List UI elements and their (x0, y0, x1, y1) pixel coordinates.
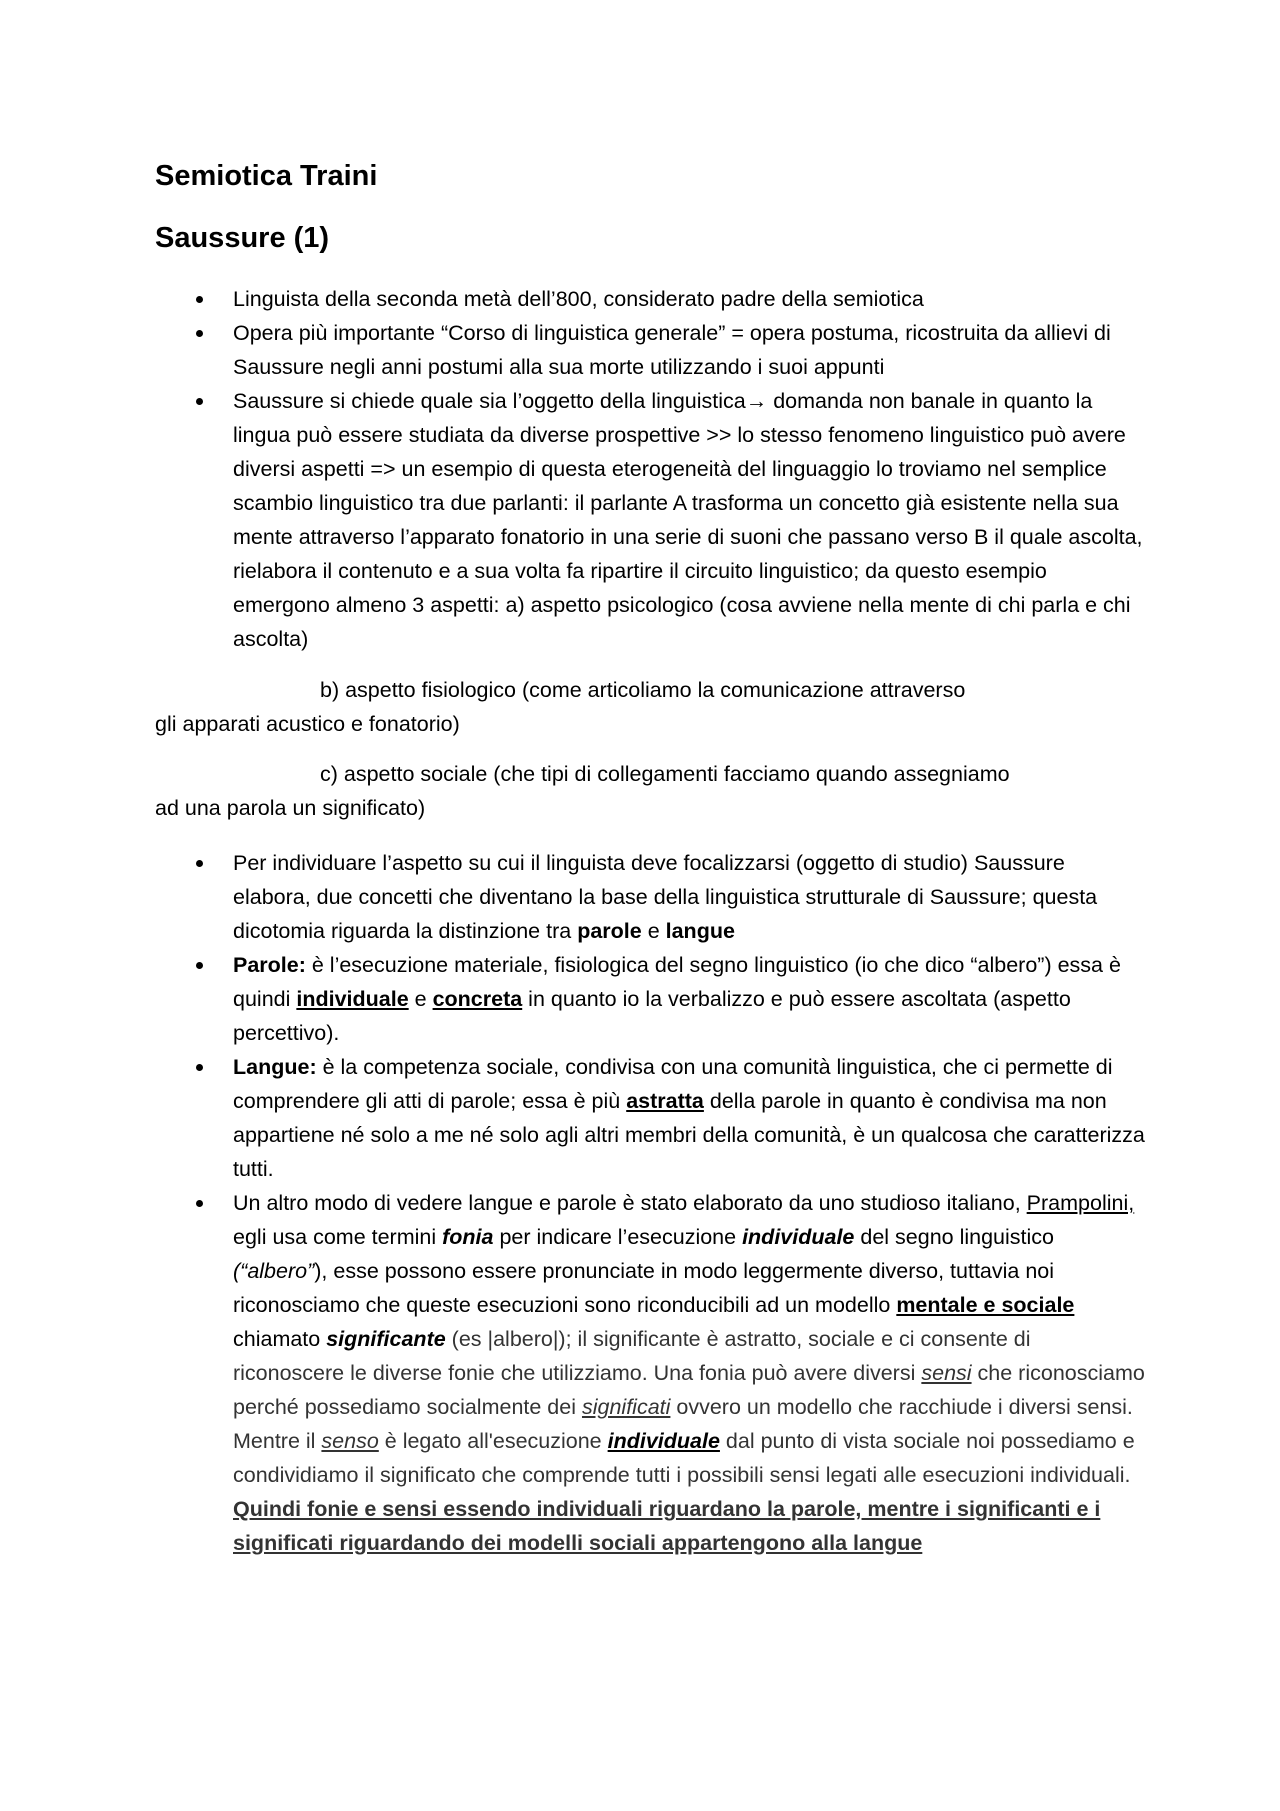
keyword-astratta: astratta (626, 1089, 704, 1113)
list-item-text: della parole in quanto è condivisa ma non appartiene né solo a me né solo agli altri membri della comunità, è un qualcosa che caratterizza tutti. (233, 1089, 1145, 1181)
term-senso: senso (321, 1429, 379, 1453)
list-item (155, 384, 1145, 656)
bullet-list-concepts (155, 846, 1145, 1560)
list-item-text: Saussure si chiede quale sia l’oggetto della linguistica→ domanda non banale in quanto la lingua può essere studiata da diverse prospettive >> lo stesso fenomeno linguistico può avere diversi aspetti => un esempio di questa eterogeneità del linguaggio lo troviamo nel semplice scambio linguistico tra due parlanti: il parlante A trasforma un concetto già esistente nella sua mente attraverso l’apparato fonatorio in una serie di suoni che passano verso B il quale ascolta, rielabora il contenuto e a sua volta fa ripartire il circuito linguistico; da questo esempio emergono almeno 3 aspetti: a) aspetto psicologico (cosa avviene nella mente di chi parla e chi ascolta) (233, 389, 1143, 651)
list-item (155, 1050, 1145, 1186)
bullet-icon (196, 962, 203, 969)
bullet-icon (196, 398, 203, 405)
term-sensi: sensi (921, 1361, 972, 1385)
list-item-text: del segno linguistico (854, 1225, 1054, 1249)
list-item-text: per indicare l’esecuzione (493, 1225, 743, 1249)
bullet-icon (196, 330, 203, 337)
aspect-c-line1: c) aspetto sociale (che tipi di collegamenti facciamo quando assegniamo (320, 762, 1010, 786)
list-item-text: Un altro modo di vedere langue e parole è stato elaborato da uno studioso italiano, (233, 1191, 1027, 1215)
list-item-text: è legato all'esecuzione (378, 1429, 608, 1453)
keyword-individuale: individuale (296, 987, 409, 1011)
name-prampolini: Prampolini, (1026, 1191, 1135, 1215)
example-albero: (“albero” (233, 1259, 315, 1283)
list-item (155, 1186, 1145, 1560)
bullet-icon (196, 1064, 203, 1071)
list-item-text: Linguista della seconda metà dell’800, considerato padre della semiotica (233, 287, 924, 311)
list-item-text: è l’esecuzione materiale, fisiologica del segno linguistico (io che dico “albero”) essa è quindi (233, 953, 1121, 1011)
term-individuale-2: individuale (607, 1429, 720, 1453)
aspect-c-line2: ad una parola un significato) (155, 796, 426, 820)
term-individuale: individuale (742, 1225, 855, 1249)
list-item-text: che riconosciamo perché possediamo socialmente dei (233, 1361, 1145, 1419)
list-item-text: (es |albero|); il significante è astratto, sociale e ci consente di riconoscere le diverse fonie che utilizziamo. Una fonia può avere diversi (233, 1327, 1031, 1385)
list-item-text: è la competenza sociale, condivisa con una comunità linguistica, che ci permette di comprendere gli atti di parole; essa è più (233, 1055, 1113, 1113)
bullet-icon (196, 1200, 203, 1207)
list-item-text: chiamato (233, 1327, 327, 1351)
aspect-b-line2: gli apparati acustico e fonatorio) (155, 712, 460, 736)
list-item-text: Per individuare l’aspetto su cui il linguista deve focalizzarsi (oggetto di studio) Saussure elabora, due concetti che diventano la base della linguistica strutturale di Saussure; questa dicotomia riguarda la distinzione tra (233, 851, 1098, 943)
term-fonia: fonia (442, 1225, 494, 1249)
bullet-list-intro (155, 282, 1145, 656)
term-significati: significati (581, 1395, 671, 1419)
connector-text: e (641, 919, 666, 943)
term-langue: langue (665, 919, 735, 943)
term-mentale-sociale: mentale e sociale (896, 1293, 1075, 1317)
aspect-c (155, 757, 1145, 825)
bullet-icon (196, 860, 203, 867)
page-title: Semiotica Traini (155, 160, 378, 192)
section-heading: Saussure (1) (155, 222, 330, 254)
list-item-text: ), esse possono essere pronunciate in modo leggermente diverso, tuttavia noi riconosciamo che queste esecuzioni sono riconducibili ad un modello (233, 1259, 1055, 1317)
term-label-langue: Langue: (233, 1055, 317, 1079)
keyword-concreta: concreta (432, 987, 523, 1011)
conclusion-text: Quindi fonie e sensi essendo individuali riguardano la parole, mentre i significanti e i significati riguardando dei modelli sociali appartengono alla langue (233, 1497, 1101, 1555)
connector-text: e (408, 987, 433, 1011)
list-item (155, 948, 1145, 1050)
list-item-text: dal punto di vista sociale noi possediamo e condividiamo il significato che comprende tutti i possibili sensi legati alle esecuzioni individuali. (233, 1429, 1135, 1487)
list-item (155, 316, 1145, 384)
aspect-b-line1: b) aspetto fisiologico (come articoliamo la comunicazione attraverso (320, 678, 966, 702)
list-item-text: egli usa come termini (233, 1225, 443, 1249)
term-significante: significante (326, 1327, 446, 1351)
term-parole: parole (577, 919, 642, 943)
list-item-text: Opera più importante “Corso di linguistica generale” = opera postuma, ricostruita da allievi di Saussure negli anni postumi alla sua morte utilizzando i suoi appunti (233, 321, 1111, 379)
bullet-icon (196, 296, 203, 303)
list-item-text: ovvero un modello che racchiude i diversi sensi. Mentre il (233, 1395, 1133, 1453)
aspect-b (155, 673, 1145, 741)
list-item-text: in quanto io la verbalizzo e può essere ascoltata (aspetto percettivo). (233, 987, 1071, 1045)
list-item (155, 282, 1145, 316)
term-label-parole: Parole: (233, 953, 306, 977)
list-item (155, 846, 1145, 948)
